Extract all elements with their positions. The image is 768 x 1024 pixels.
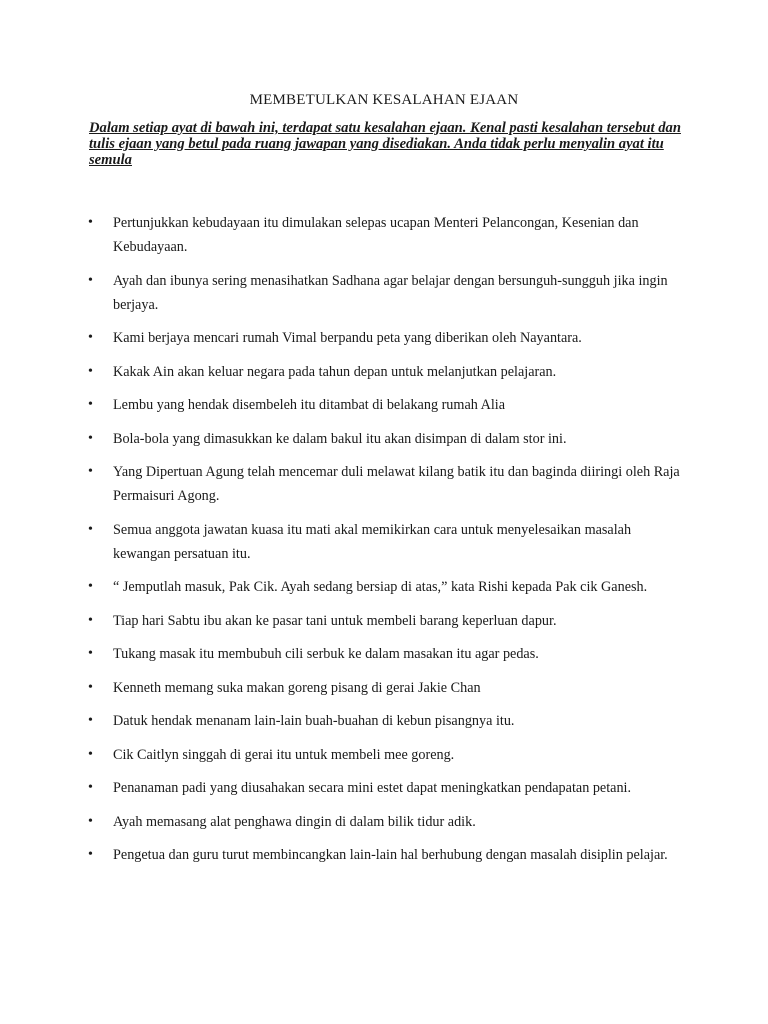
sentence-text: Semua anggota jawatan kuasa itu mati akal memikirkan cara untuk menyelesaikan masalah kewangan persatuan itu.	[113, 521, 632, 562]
bullet-icon: •	[88, 397, 93, 412]
list-item	[0, 269, 768, 317]
sentence-text: “ Jemputlah masuk, Pak Cik. Ayah sedang bersiap di atas,” kata Rishi kepada Pak cik Ganesh.	[113, 579, 648, 595]
list-item	[0, 360, 768, 384]
bullet-icon: •	[88, 780, 93, 795]
list-item	[0, 743, 768, 767]
bullet-icon: •	[88, 847, 93, 862]
bullet-icon: •	[88, 272, 93, 288]
list-item	[0, 810, 768, 834]
sentence-list	[0, 211, 768, 877]
bullet-icon: •	[88, 330, 93, 345]
list-item	[0, 393, 768, 417]
bullet-icon: •	[88, 713, 93, 728]
list-item	[0, 427, 768, 451]
instruction-text: Dalam setiap ayat di bawah ini, terdapat satu kesalahan ejaan. Kenal pasti kesalahan tersebut dan tulis ejaan yang betul pada ruang jawapan yang disediakan. Anda tidak perlu menyalin ayat itu semula	[89, 120, 681, 168]
sentence-text: Kenneth memang suka makan goreng pisang di gerai Jakie Chan	[113, 679, 481, 696]
list-item	[0, 211, 768, 259]
list-item	[0, 609, 768, 633]
bullet-icon: •	[88, 363, 93, 379]
sentence-text: Pengetua dan guru turut membincangkan lain-lain hal berhubung dengan masalah disiplin pelajar.	[113, 847, 668, 863]
list-item	[0, 709, 768, 733]
list-item	[0, 575, 768, 599]
sentence-text: Tukang masak itu membubuh cili serbuk ke dalam masakan itu agar pedas.	[113, 646, 539, 662]
sentence-text: Tiap hari Sabtu ibu akan ke pasar tani untuk membeli barang keperluan dapur.	[113, 612, 557, 629]
list-item	[0, 776, 768, 800]
list-item	[0, 843, 768, 867]
bullet-icon: •	[88, 813, 93, 829]
list-item	[0, 326, 768, 350]
list-item	[0, 518, 768, 566]
sentence-text: Kami berjaya mencari rumah Vimal berpandu peta yang diberikan oleh Nayantara.	[113, 330, 582, 346]
document-title: MEMBETULKAN KESALAHAN EJAAN	[249, 92, 519, 108]
sentence-text: Pertunjukkan kebudayaan itu dimulakan selepas ucapan Menteri Pelancongan, Kesenian dan Kebudayaan.	[113, 215, 639, 255]
bullet-icon: •	[88, 746, 93, 762]
sentence-text: Bola-bola yang dimasukkan ke dalam bakul itu akan disimpan di dalam stor ini.	[113, 430, 567, 447]
sentence-text: Ayah dan ibunya sering menasihatkan Sadhana agar belajar dengan bersunguh-sungguh jika ingin berjaya.	[113, 272, 668, 313]
bullet-icon: •	[88, 612, 93, 628]
sentence-text: Yang Dipertuan Agung telah mencemar duli melawat kilang batik itu dan baginda diiringi oleh Raja Permaisuri Agong.	[113, 464, 680, 504]
list-item	[0, 460, 768, 508]
bullet-icon: •	[88, 430, 93, 446]
list-item	[0, 676, 768, 700]
bullet-icon: •	[88, 679, 93, 695]
sentence-text: Penanaman padi yang diusahakan secara mini estet dapat meningkatkan pendapatan petani.	[113, 780, 632, 796]
bullet-icon: •	[88, 215, 93, 230]
sentence-text: Ayah memasang alat penghawa dingin di dalam bilik tidur adik.	[113, 813, 476, 830]
sentence-text: Datuk hendak menanam lain-lain buah-buahan di kebun pisangnya itu.	[113, 713, 515, 729]
sentence-text: Cik Caitlyn singgah di gerai itu untuk membeli mee goreng.	[113, 746, 455, 763]
bullet-icon: •	[88, 579, 93, 594]
bullet-icon: •	[88, 464, 93, 479]
sentence-text: Kakak Ain akan keluar negara pada tahun depan untuk melanjutkan pelajaran.	[113, 363, 557, 380]
sentence-text: Lembu yang hendak disembeleh itu ditambat di belakang rumah Alia	[113, 397, 506, 413]
bullet-icon: •	[88, 646, 93, 661]
bullet-icon: •	[88, 521, 93, 537]
list-item	[0, 642, 768, 666]
